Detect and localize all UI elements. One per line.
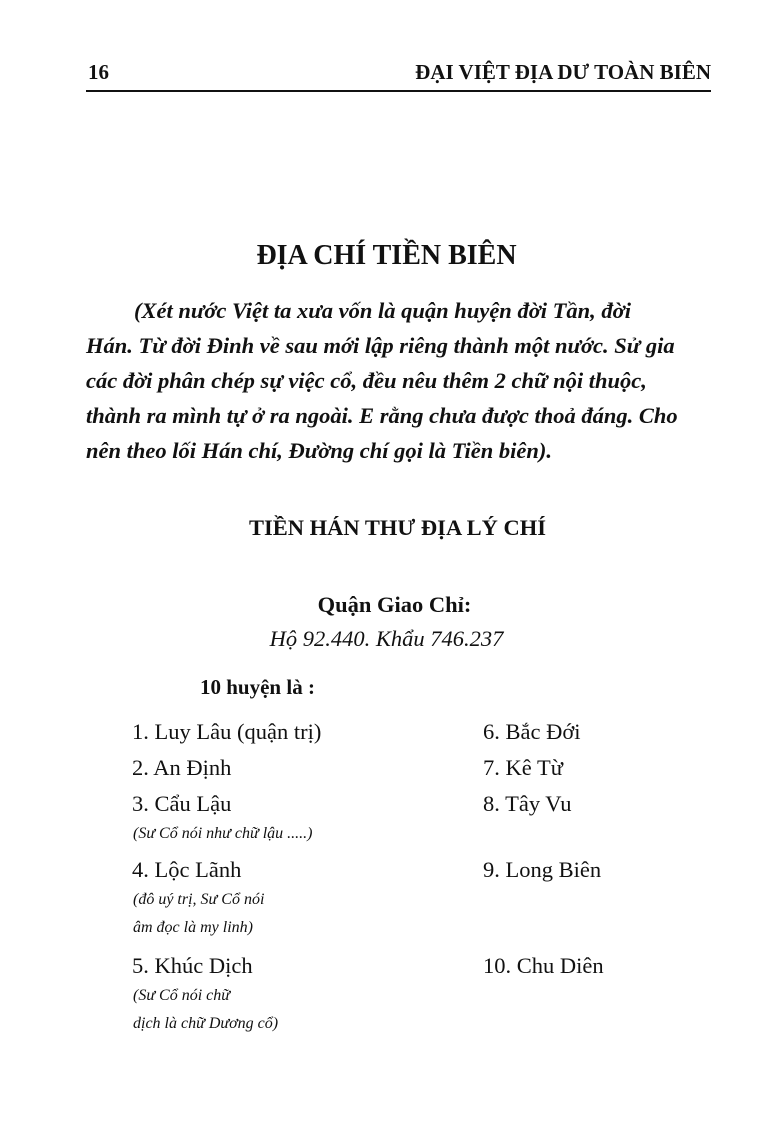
intro-line: nên theo lối Hán chí, Đường chí gọi là Tiền biên).: [86, 438, 553, 463]
running-title: ĐẠI VIỆT ĐỊA DƯ TOÀN BIÊN: [415, 60, 711, 84]
intro-line: (Xét nước Việt ta xưa vốn là quận huyện đời Tần, đời: [134, 298, 631, 323]
district-item: 3. Cẩu Lậu: [132, 791, 232, 816]
district-item: 6. Bắc Đới: [483, 719, 581, 744]
district-item: 10. Chu Diên: [483, 953, 604, 978]
district-item: 2. An Định: [132, 755, 232, 780]
district-item: 4. Lộc Lãnh: [132, 857, 242, 882]
district-item: 1. Luy Lâu (quận trị): [132, 719, 322, 744]
header-rule: [86, 90, 711, 92]
district-item: 5. Khúc Dịch: [132, 953, 253, 978]
intro-line: các đời phân chép sự việc cổ, đều nêu thêm 2 chữ nội thuộc,: [86, 368, 647, 393]
district-note: (Sư Cổ nói như chữ lậu .....): [133, 825, 313, 842]
districts-heading: 10 huyện là :: [200, 675, 315, 699]
district-item: 9. Long Biên: [483, 857, 602, 882]
district-item: 8. Tây Vu: [483, 791, 572, 816]
district-note: dịch là chữ Dương cổ): [133, 1015, 279, 1032]
chapter-title: ĐỊA CHÍ TIỀN BIÊN: [256, 240, 517, 271]
district-note: âm đọc là my linh): [133, 919, 253, 936]
prefecture-name: Quận Giao Chỉ:: [317, 592, 472, 617]
intro-paragraph: [86, 293, 712, 468]
district-note: (Sư Cổ nói chữ: [133, 987, 230, 1004]
intro-line: thành ra mình tự ở ra ngoài. E rằng chưa được thoả đáng. Cho: [86, 403, 678, 428]
section-title: TIỀN HÁN THƯ ĐỊA LÝ CHÍ: [249, 515, 546, 540]
page-number: 16: [88, 60, 109, 84]
district-item: 7. Kê Từ: [483, 755, 563, 780]
district-note: (đô uý trị, Sư Cổ nói: [133, 891, 265, 908]
intro-line: Hán. Từ đời Đinh về sau mới lập riêng thành một nước. Sử gia: [86, 333, 675, 358]
population-line: Hộ 92.440. Khẩu 746.237: [269, 626, 504, 651]
